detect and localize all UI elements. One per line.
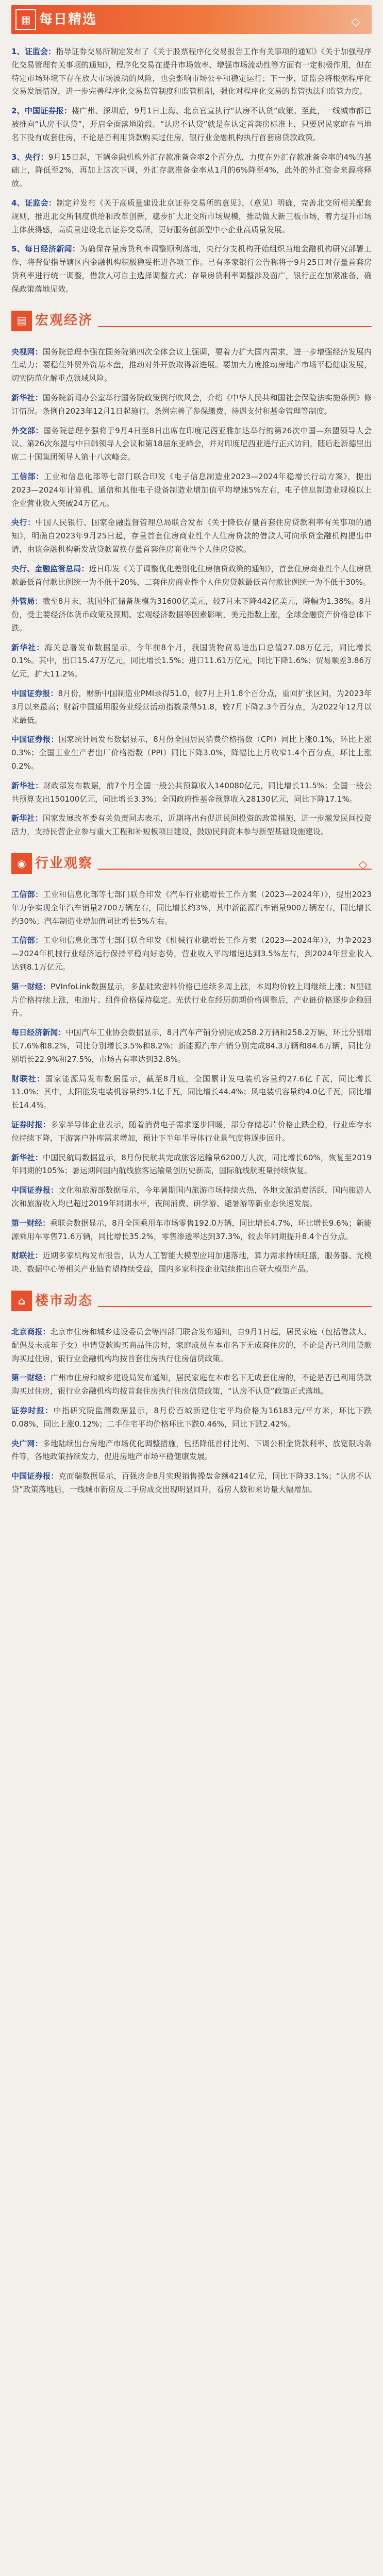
news-item: 财联社：近期多家机构发布报告，认为人工智能大模型应用加速落地，算力需求持续旺盛，服务器、光模块、数据中心等相关产业链有望持续受益，国内多家科技企业陆续推出自研大模型产品。 <box>11 1251 372 1274</box>
news-item: 中国证券报：8月份，财新中国制造业PMI录得51.0，较7月上升1.8个百分点，重回扩张区间，为2023年3月以来最高；财新中国通用服务业经营活动指数录得51.8，较7月下降2.3个百分点，为2022年12月以来最低。 <box>11 689 372 725</box>
news-item: 第一财经：广州市住房和城乡建设局发布通知，居民家庭在本市名下无成套住房的，不论是否已利用贷款购买过住房，银行业金融机构均按首套住房执行住房信贷政策，“认房不认贷”政策正式落地。 <box>11 1373 372 1396</box>
news-item: 工信部：工业和信息化部等七部门联合印发《机械行业稳增长工作方案（2023—2024年）》，力争2023—2024年机械行业经济运行保持平稳向好态势，营业收入平均增速达到3.5%左右，到2024年营业收入达到8.1万亿元。 <box>11 936 372 972</box>
section-tag <box>11 1290 98 1312</box>
section-banner <box>11 5 372 34</box>
section-header <box>11 306 372 338</box>
news-item: 外交部：国务院总理李强将于9月4日至8日出席在印度尼西亚雅加达举行的第26次中国—东盟领导人会议、第26次东盟与中日韩领导人会议和第18届东亚峰会，并对印度尼西亚进行正式访问，随后赴新德里出席二十国集团领导人第十八次峰会。 <box>11 426 372 462</box>
news-item: 工信部：工业和信息化部等七部门联合印发《汽车行业稳增长工作方案（2023—2024年）》，提出2023年力争实现全年汽车销量2700万辆左右，同比增长约3%，其中新能源汽车销量900万辆左右，同比增长约30%；汽车制造业增加值同比增长5%左右。 <box>11 890 372 926</box>
section-title: 每日精选 <box>39 11 97 27</box>
news-item: 央行：中国人民银行、国家金融监督管理总局联合发布《关于降低存量首套住房贷款利率有关事项的通知》，明确自2023年9月25日起，存量首套住房商业性个人住房贷款的借款人可向承贷金融机构提出申请，由该金融机构新发放贷款置换存量首套住房商业性个人住房贷款。 <box>11 518 372 554</box>
news-item: 央行、金融监管总局：近日印发《关于调整优化差别化住房信贷政策的通知》，首套住房商业性个人住房贷款最低首付款比例统一为不低于20%，二套住房商业性个人住房贷款最低首付款比例统一为不低于30%。 <box>11 564 372 587</box>
diamond-icon: ◇ <box>358 858 368 872</box>
news-item: 5、每日经济新闻：为确保存量房贷利率调整顺利落地，央行分支机构开始组织当地金融机构研究部署工作，将督促指导辖区内金融机构积极稳妥推进各项工作。已有多家银行公告称将于9月25日对存量首套房贷利率进行统一调整，借款人可自主选择调整方式；存量房贷利率调整涉及面广，银行正在加紧准备，确保政策落地见效。 <box>11 244 372 294</box>
section-header <box>11 848 372 881</box>
news-item: 证券时报：中指研究院监测数据显示，8月份百城新建住宅平均价格为16183元/平方米，环比下跌0.08%，同比上涨0.12%；二手住宅平均价格环比下跌0.46%，同比下跌2.42%。 <box>11 1405 372 1429</box>
section-body <box>11 888 372 1276</box>
news-item: 工信部：工业和信息化部等七部门联合印发《电子信息制造业2023—2024年稳增长行动方案》，提出2023—2024年计算机、通信和其他电子设备制造业增加值平均增速5%左右，电子信息制造业规模以上企业营业收入突破24万亿元。 <box>11 471 372 508</box>
section-body <box>11 45 372 296</box>
news-item: 新华社：国家发展改革委有关负责同志表示，近期将出台促进民间投资的政策措施，进一步激发民间投资活力，支持民营企业参与重大工程和补短板项目建设，鼓励民间资本参与新型基础设施建设。 <box>11 814 372 837</box>
news-item: 第一财经：PVInfoLink数据显示，多晶硅致密料价格已连续多周上涨，本周均价较上周继续上涨；N型硅片价格持续上涨，电池片、组件价格保持稳定。光伏行业在经历前期价格调整后，产业链价格逐步企稳回升。 <box>11 981 372 1018</box>
news-item: 2、中国证券报：楼广州、深圳后，9月1日上海、北京官宣执行“认房不认贷”政策。至此，一线城市都已被推向“认房不认贷”，开启全面落地阶段。“认房不认贷”就是在认定首套房标准上，只要居民家庭在当地名下没有成套住房，不论是否利用贷款购买过住房，银行业金融机构执行首套房贷款政策。 <box>11 106 372 142</box>
chart-icon: ▤ <box>11 311 32 331</box>
news-item: 北京商报：北京市住房和城乡建设委员会等四部门联合发布通知，自9月1日起，居民家庭（包括借款人、配偶及未成年子女）申请贷款购买商品住房时，家庭成员在本市名下无成套住房的，不论是否已利用贷款购买过住房，银行业金融机构均按首套住房执行住房信贷政策。 <box>11 1327 372 1363</box>
eye-icon: ◉ <box>11 853 32 874</box>
calendar-icon: ▦ <box>15 9 36 30</box>
page <box>0 5 383 1518</box>
news-item: 外管局：截至8月末，我国外汇储备规模为31600亿美元，较7月末下降442亿美元，降幅为1.38%。8月份，受主要经济体货币政策及预期、宏观经济数据等因素影响，美元指数上涨，全球金融资产价格总体下跌。 <box>11 597 372 633</box>
news-item: 证券时报：多家半导体企业表示，随着消费电子需求逐步回暖，部分存储芯片价格止跌企稳，行业库存水位持续下降，下游客户补库需求增加，预计下半年半导体行业景气度将逐步回升。 <box>11 1120 372 1143</box>
news-item: 中国证券报：克而瑞数据显示，百强房企8月实现销售操盘金额4214亿元，同比下降33.1%；“认房不认贷”政策落地后，一线城市新房及二手房成交出现明显回升，看房人数和来访量大幅增加。 <box>11 1471 372 1494</box>
news-item: 新华社：国务院新闻办公室举行国务院政策例行吹风会，介绍《中华人民共和国社会保险法实施条例》修订情况。条例自2023年12月1日起施行。条例完善了参保缴费、待遇支付和基金管理等制度。 <box>11 393 372 416</box>
section-title: 行业观察 <box>35 855 93 871</box>
diamond-icon: ◇ <box>351 15 360 28</box>
news-item: 每日经济新闻：中国汽车工业协会数据显示，8月汽车产销分别完成258.2万辆和258.2万辆，环比分别增长7.6%和8.2%，同比分别增长3.5%和8.2%；新能源汽车产销分别完成84.3万辆和84.6万辆，同比分别增长22.9%和27.5%，市场占有率达到32.8%。 <box>11 1028 372 1064</box>
news-item: 第一财经：乘联会数据显示，8月全国乘用车市场零售192.0万辆，同比增长4.7%，环比增长9.6%；新能源乘用车零售71.6万辆，同比增长35.2%，零售渗透率达到37.3%，较去年同期提升8.4个百分点。 <box>11 1218 372 1241</box>
news-item: 财联社：国家能源局发布数据显示，截至8月底，全国累计发电装机容量约27.6亿千瓦，同比增长11.0%；其中，太阳能发电装机容量约5.1亿千瓦，同比增长44.4%；风电装机容量约4.0亿千瓦，同比增长14.4%。 <box>11 1074 372 1110</box>
news-item: 央视网：国务院总理李强在国务院第四次全体会议上强调，要着力扩大国内需求，进一步增强经济发展内生动力；要稳住外贸外资基本盘，推动对外开放取得新进展。要加大力度推动房地产市场平稳健康发展，切实防范化解重点领域风险。 <box>11 347 372 383</box>
section-title: 宏观经济 <box>35 313 93 329</box>
news-item: 新华社：财政部发布数据，前7个月全国一般公共预算收入140080亿元，同比增长11.5%；全国一般公共预算支出150100亿元，同比增长3.3%；全国政府性基金预算收入28130亿元，同比下降17.1%。 <box>11 781 372 804</box>
section-tag <box>11 310 98 332</box>
news-item: 中国证券报：文化和旅游部数据显示，今年暑期国内旅游市场持续火热，各地文旅消费活跃，国内旅游人次和旅游收入均已超过2019年同期水平，夜间消费、研学游、避暑游等新业态快速发展。 <box>11 1185 372 1208</box>
news-item: 新华社：海关总署发布数据显示，今年前8个月，我国货物贸易进出口总值27.08万亿元，同比增长0.1%。其中，出口15.47万亿元，同比增长1.5%；进口11.61万亿元，同比下降1.6%；贸易顺差3.86万亿元，扩大11.2%。 <box>11 642 372 679</box>
section-tag <box>11 852 98 875</box>
section-body <box>11 346 372 839</box>
section-header <box>11 5 372 38</box>
section-header <box>11 1285 372 1318</box>
section-title: 楼市动态 <box>35 1293 93 1309</box>
news-item: 新华社：中国民航局数据显示，8月份民航共完成旅客运输量6200万人次，同比增长60%，恢复至2019年同期的105%；暑运期间国内航线旅客运输量创历史新高，国际航线航班量持续恢复。 <box>11 1153 372 1176</box>
news-item: 央广网：多地陆续出台房地产市场优化调整措施，包括降低首付比例、下调公积金贷款利率、放宽限购条件等，各地政策持续发力，促进房地产市场平稳健康发展。 <box>11 1438 372 1462</box>
news-item: 中国证券报：国家统计局发布数据显示，8月份全国居民消费价格指数（CPI）同比上涨0.1%，环比上涨0.3%；全国工业生产者出厂价格指数（PPI）同比下降3.0%，降幅比上月收窄1.4个百分点，环比上涨0.2%。 <box>11 735 372 771</box>
section-body <box>11 1326 372 1497</box>
news-item: 3、央行：9月15日起，下调金融机构外汇存款准备金率2个百分点，力度在外汇存款准备金率的4%的基础上，降低至2%，再加上这次下调，外汇存款准备金率从1月的6%降至4%，此外的外汇资金来源将释放。 <box>11 152 372 189</box>
building-icon: ⌂ <box>11 1291 32 1311</box>
news-item: 4、证监会：制定并发布《关于高质量建设北京证券交易所的意见》，（意见）明确，完善北交所相关配套规则，推进北交所制度供给和改革创新，稳步扩大北交所市场规模，推动做大新三板市场，着力提升市场主体获得感，高质量建设北京证券交易所，更好服务创新型中小企业高质量发展。 <box>11 198 372 234</box>
news-item: 1、证监会：指导证券交易所制定发布了《关于股票程序化交易报告工作有关事项的通知》《关于加强程序化交易管理有关事项的通知》，程序化交易在提升市场效率、增强市场流动性等方面有一定积极作用，但在特定市场环境下存在放大市场波动的风险，也会影响市场公平和稳定运行；下一步，证监会将根据程序化交易发展情况，进一步完善程序化交易监管制度和监管机制，强化对程序化交易的监管执法和监管力度。 <box>11 47 372 96</box>
